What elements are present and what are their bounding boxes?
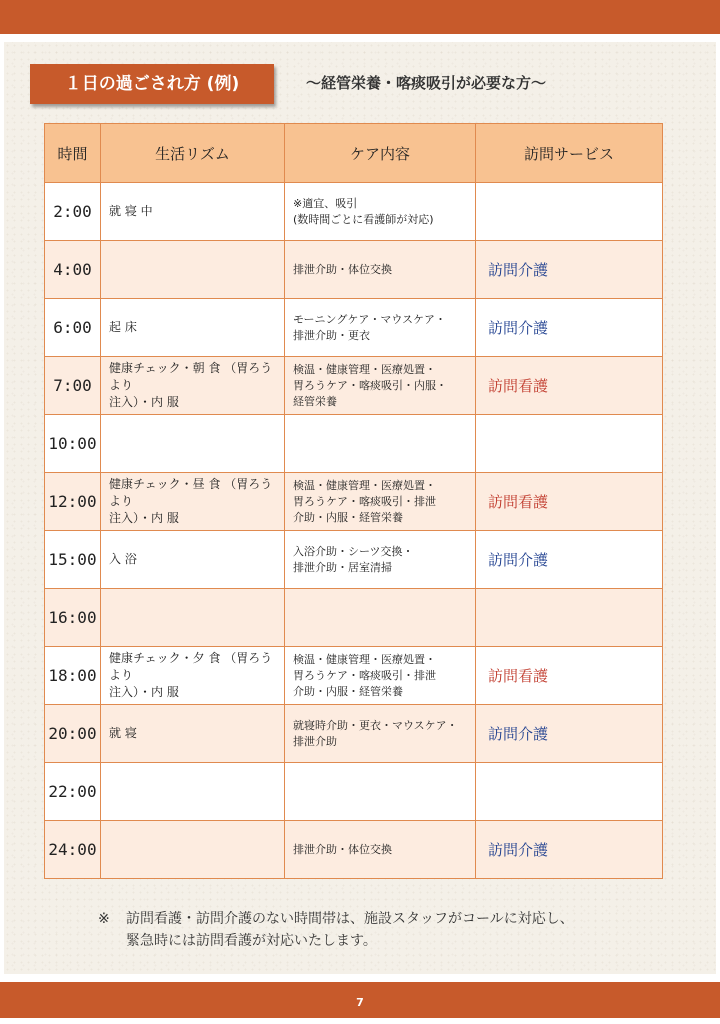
page-number: 7 [0,982,720,1018]
time-cell: 18:00 [45,647,101,705]
page-subtitle: ～経管栄養・喀痰吸引が必要な方～ [306,74,547,92]
life-rhythm-cell: 就 寝 中 [101,183,285,241]
life-rhythm-cell [101,821,285,879]
table-row [45,357,663,415]
time-cell: 2:00 [45,183,101,241]
service-cell: 訪問介護 [476,299,663,357]
time-cell: 16:00 [45,589,101,647]
care-cell: モーニングケア・マウスケア・ 排泄介助・更衣 [285,299,476,357]
footnote [98,908,574,952]
life-rhythm-cell: 健康チェック・朝 食 （胃ろうより 注入）・内 服 [101,357,285,415]
service-cell: 訪問介護 [476,241,663,299]
top-banner [0,0,720,34]
table-row [45,589,663,647]
column-header-service: 訪問サービス [476,124,663,183]
care-cell: 検温・健康管理・医療処置・ 胃ろうケア・喀痰吸引・排泄 介助・内服・経管栄養 [285,473,476,531]
service-cell: 訪問看護 [476,357,663,415]
service-cell: 訪問介護 [476,705,663,763]
table-row [45,299,663,357]
life-rhythm-cell: 就 寝 [101,705,285,763]
life-rhythm-cell: 起 床 [101,299,285,357]
care-cell [285,763,476,821]
life-rhythm-cell [101,763,285,821]
time-cell: 24:00 [45,821,101,879]
time-cell: 7:00 [45,357,101,415]
life-rhythm-cell [101,589,285,647]
page-title: １日の過ごされ方 (例) [30,64,274,104]
care-cell: ※適宜、吸引 (数時間ごとに看護師が対応) [285,183,476,241]
table-header-row [45,124,663,183]
table-row [45,763,663,821]
service-cell: 訪問看護 [476,647,663,705]
life-rhythm-cell: 健康チェック・昼 食 （胃ろうより 注入）・内 服 [101,473,285,531]
time-cell: 6:00 [45,299,101,357]
service-cell: 訪問介護 [476,821,663,879]
service-cell [476,415,663,473]
life-rhythm-cell [101,241,285,299]
table-row [45,241,663,299]
care-cell: 検温・健康管理・医療処置・ 胃ろうケア・喀痰吸引・内服・ 経管栄養 [285,357,476,415]
care-cell: 排泄介助・体位交換 [285,241,476,299]
service-cell: 訪問看護 [476,473,663,531]
life-rhythm-cell [101,415,285,473]
care-cell [285,589,476,647]
time-cell: 15:00 [45,531,101,589]
table-row [45,647,663,705]
note-line-2: 緊急時には訪問看護が対応いたします。 [126,933,377,949]
schedule-table [44,123,663,879]
time-cell: 4:00 [45,241,101,299]
care-cell: 検温・健康管理・医療処置・ 胃ろうケア・喀痰吸引・排泄 介助・内服・経管栄養 [285,647,476,705]
service-cell: 訪問介護 [476,531,663,589]
note-line-1: 訪問看護・訪問介護のない時間帯は、施設スタッフがコールに対応し、 [126,911,574,927]
column-header-time: 時間 [45,124,101,183]
service-cell [476,763,663,821]
note-mark: ※ [98,911,110,927]
service-cell [476,183,663,241]
column-header-life-rhythm: 生活リズム [101,124,285,183]
time-cell: 20:00 [45,705,101,763]
table-row [45,531,663,589]
time-cell: 12:00 [45,473,101,531]
time-cell: 22:00 [45,763,101,821]
table-row [45,473,663,531]
time-cell: 10:00 [45,415,101,473]
table-row [45,821,663,879]
care-cell: 就寝時介助・更衣・マウスケア・ 排泄介助 [285,705,476,763]
care-cell: 入浴介助・シーツ交換・ 排泄介助・居室清掃 [285,531,476,589]
table-row [45,183,663,241]
life-rhythm-cell: 健康チェック・夕 食 （胃ろうより 注入）・内 服 [101,647,285,705]
care-cell: 排泄介助・体位交換 [285,821,476,879]
table-row [45,415,663,473]
column-header-care: ケア内容 [285,124,476,183]
service-cell [476,589,663,647]
table-row [45,705,663,763]
care-cell [285,415,476,473]
life-rhythm-cell: 入 浴 [101,531,285,589]
